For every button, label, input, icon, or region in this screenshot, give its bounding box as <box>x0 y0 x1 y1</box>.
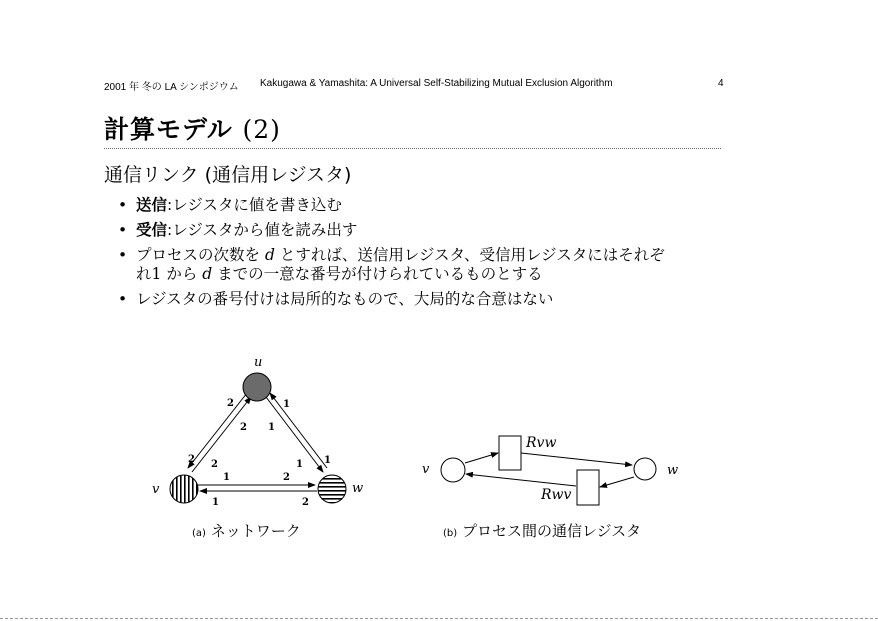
node-v <box>441 458 465 482</box>
page-bottom-edge <box>0 618 878 619</box>
caption-b <box>443 520 641 541</box>
edge-label: 2 <box>240 422 247 433</box>
network-diagram <box>140 350 380 520</box>
edge-label: 2 <box>211 459 218 470</box>
edge-label: 1 <box>268 422 275 433</box>
register-rwv <box>577 470 599 505</box>
label-rwv: Rwv <box>541 487 572 503</box>
label-v: v <box>422 462 430 477</box>
bullet-dot: • <box>118 196 128 214</box>
edge-w-to-u <box>270 393 327 468</box>
bullet-text: レジスタの番号付けは局所的なもので、大局的な合意はない <box>136 290 554 308</box>
node-w <box>634 458 656 480</box>
bullet-text: から <box>166 265 198 283</box>
edge-label: 2 <box>283 472 290 483</box>
caption-text: ネットワーク <box>210 522 301 540</box>
edge-u-to-v <box>188 393 247 468</box>
bullet-term: 受信 <box>136 221 168 239</box>
register-diagram <box>410 425 690 515</box>
edge-label: 1 <box>296 459 303 470</box>
edge-v-to-u <box>192 397 251 472</box>
bullet-degree <box>118 246 728 284</box>
label-w: w <box>352 481 364 496</box>
register-rvw <box>499 436 521 470</box>
header-center: Kakugawa & Yamashita: A Universal Self-Stabilizing Mutual Exclusion Algorithm <box>260 78 613 89</box>
bullet-local-numbering <box>118 290 728 309</box>
arrow-v-to-rvw <box>465 453 498 463</box>
bullet-text: プロセスの次数を <box>136 246 261 264</box>
edge-label: 1 <box>223 472 230 483</box>
bullet-dot: • <box>118 246 128 264</box>
arrow-rwv-to-v <box>466 474 576 486</box>
bullet-text: :レジスタに値を書き込む <box>167 196 342 214</box>
title-text: 計算モデル <box>104 115 233 144</box>
edge-label: 2 <box>188 454 195 465</box>
bullet-dot: • <box>118 290 128 308</box>
arrow-rvw-to-w <box>521 453 632 465</box>
dotted-divider <box>104 148 721 149</box>
bullet-text: とすれば、送信用レジスタ、受信用レジスタにはそれぞ <box>279 246 665 264</box>
caption-text: プロセス間の通信レジスタ <box>461 522 642 540</box>
edge-label: 2 <box>227 398 234 409</box>
bullet-text: れ <box>136 265 152 283</box>
bullet-term: 送信 <box>136 196 168 214</box>
bullet-receive <box>118 221 728 240</box>
math-d: d <box>202 265 213 283</box>
caption-tag: (a) <box>192 528 206 539</box>
edge-label: 2 <box>302 497 309 508</box>
caption-tag: (b) <box>443 528 458 539</box>
edge-u-to-w <box>266 397 323 472</box>
bullet-dot: • <box>118 221 128 239</box>
node-v <box>170 475 198 503</box>
page-title <box>104 110 281 146</box>
math-d: d <box>264 246 275 264</box>
section-heading: 通信リンク (通信用レジスタ) <box>104 164 352 186</box>
edge-label: 1 <box>212 497 219 508</box>
node-w <box>318 475 346 503</box>
edge-label: 1 <box>283 399 290 410</box>
label-w: w <box>667 463 679 478</box>
bullet-list <box>118 196 728 315</box>
title-number: (2) <box>242 115 281 144</box>
bullet-text: までの一意な番号が付けられているものとする <box>217 265 543 283</box>
bullet-send <box>118 196 728 215</box>
bullet-text: :レジスタから値を読み出す <box>167 221 358 239</box>
header-left: 2001 年 冬の LA シンポジウム <box>104 82 239 93</box>
node-u <box>243 373 271 401</box>
caption-a <box>192 520 301 541</box>
label-rvw: Rvw <box>526 435 557 451</box>
math-one: 1 <box>151 265 162 283</box>
edge-label: 1 <box>324 455 331 466</box>
label-u: u <box>254 355 263 370</box>
page-number: 4 <box>718 78 724 89</box>
label-v: v <box>152 482 160 497</box>
arrow-w-to-rwv <box>600 477 634 487</box>
